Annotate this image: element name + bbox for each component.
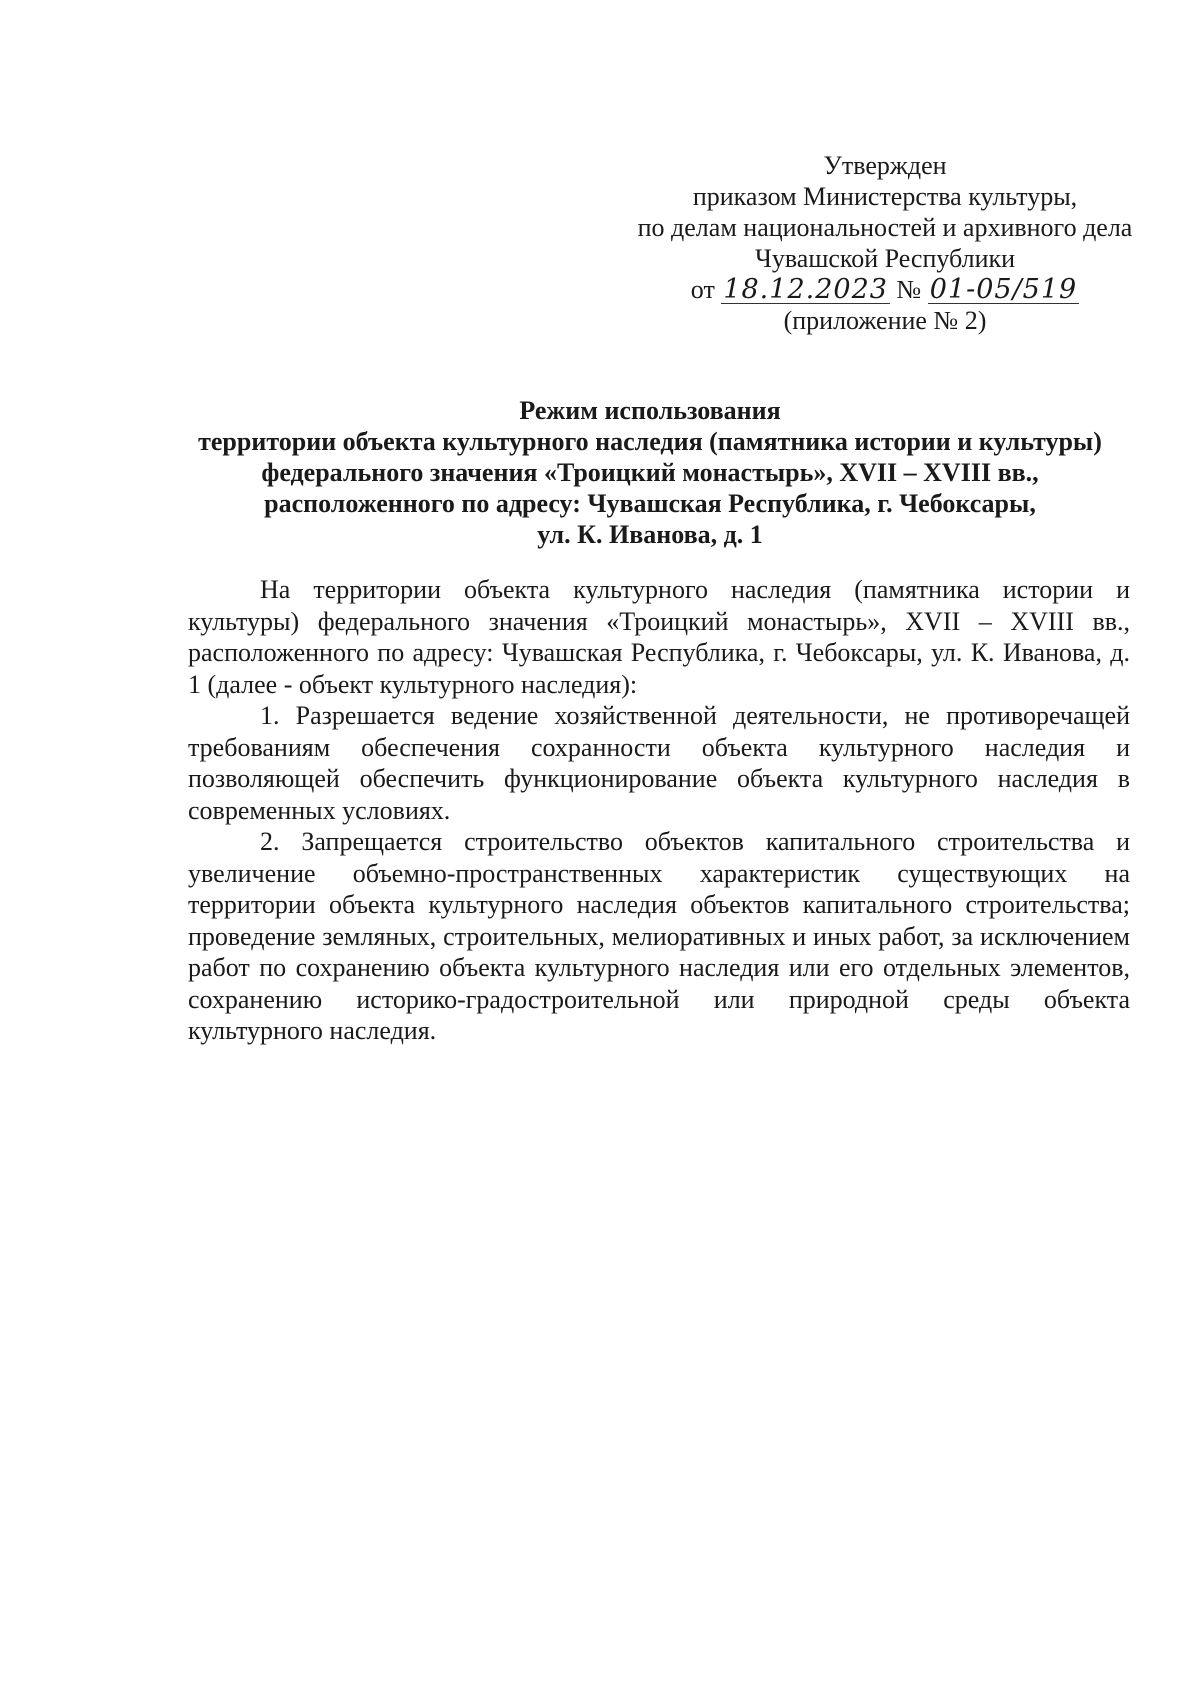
document-title <box>180 395 1120 550</box>
date-prefix: от <box>690 275 715 304</box>
title-line-4: расположенного по адресу: Чувашская Республика, г. Чебоксары, <box>264 489 1036 518</box>
title-line-2: территории объекта культурного наследия (памятника истории и культуры) <box>198 427 1102 456</box>
appendix-label: (приложение № 2) <box>783 306 987 335</box>
title-line-3: федерального значения «Троицкий монастырь», XVII – XVIII вв., <box>261 458 1039 487</box>
item-2-paragraph: 2. Запрещается строительство объектов капитального строительства и увеличение объемно-пространственных характеристик существующих на территории объекта культурного наследия объектов капитального строительства; проведение земляных, строительных, мелиоративных и иных работ, за исключением работ по сохранению объекта культурного наследия или его отдельных элементов, сохранению историко-градостроительной или природной среды объекта культурного наследия. <box>188 827 1130 1045</box>
document-body <box>188 574 1130 1047</box>
approval-ministry-line: по делам национальностей и архивного дела <box>637 213 1133 242</box>
intro-paragraph: На территории объекта культурного наследия (памятника истории и культуры) федерального значения «Троицкий монастырь», XVII – XVIII вв., расположенного по адресу: Чувашская Республика, г. Чебоксары, ул. К. Иванова, д. 1 (далее - объект культурного наследия): <box>188 575 1130 699</box>
approval-order-line: приказом Министерства культуры, <box>692 182 1078 211</box>
approval-block <box>600 150 1170 336</box>
handwritten-date: 18.12.2023 <box>723 274 888 305</box>
number-prefix: № <box>896 275 922 304</box>
handwritten-number: 01-05/519 <box>929 274 1078 305</box>
approval-heading: Утвержден <box>823 151 947 180</box>
item-1-paragraph: 1. Разрешается ведение хозяйственной деятельности, не противоречащей требованиям обеспечения сохранности объекта культурного наследия и позволяющей обеспечить функционирование объекта культурного наследия в современных условиях. <box>188 701 1130 825</box>
title-line-5: ул. К. Иванова, д. 1 <box>537 520 763 549</box>
title-line-1: Режим использования <box>519 396 781 425</box>
approval-date-number-line <box>600 274 1170 305</box>
approval-republic-line: Чувашской Республики <box>754 244 1016 273</box>
